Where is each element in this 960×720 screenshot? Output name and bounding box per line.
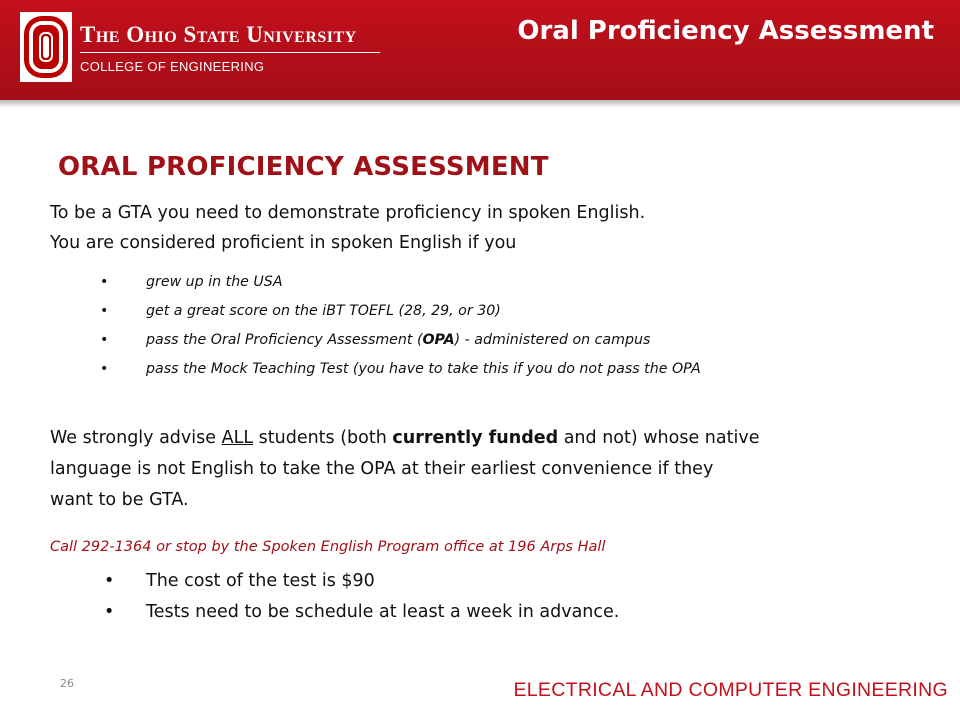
bullet-icon: •	[104, 571, 115, 591]
opa-acronym: OPA	[422, 332, 455, 348]
bullet-icon: •	[104, 602, 115, 622]
bullet-icon: •	[100, 274, 109, 290]
all-emphasis: ALL	[221, 428, 254, 448]
bullet-icon: •	[100, 361, 109, 377]
intro-line-1: To be a GTA you need to demonstrate proficiency in spoken English.	[50, 203, 646, 223]
list-item: • get a great score on the iBT TOEFL (28, 29, or 30)	[100, 297, 930, 326]
requirements-list	[100, 268, 930, 384]
university-name: The Ohio State University	[80, 22, 357, 47]
list-item: • pass the Oral Proficiency Assessment (OPA) - administered on campus	[100, 326, 930, 355]
header-bar	[0, 0, 960, 100]
advisory-line-3: want to be GTA.	[50, 490, 189, 510]
list-item: • grew up in the USA	[100, 268, 930, 297]
header-shadow	[0, 100, 960, 108]
list-item: • The cost of the test is $90	[104, 566, 619, 597]
main-heading: ORAL PROFICIENCY ASSESSMENT	[58, 152, 549, 182]
department-footer: ELECTRICAL AND COMPUTER ENGINEERING	[513, 679, 948, 701]
slide-header-title: Oral Proficiency Assessment	[517, 16, 934, 46]
intro-text	[50, 198, 930, 258]
advisory-paragraph	[50, 423, 930, 516]
bullet-icon: •	[100, 332, 109, 348]
intro-line-2: You are considered proficient in spoken English if you	[50, 233, 517, 253]
contact-info: Call 292-1364 or stop by the Spoken English Program office at 196 Arps Hall	[50, 539, 606, 555]
logo-divider	[80, 52, 380, 53]
bullet-icon: •	[100, 303, 109, 319]
currently-funded-emphasis: currently funded	[392, 428, 559, 448]
list-item: • pass the Mock Teaching Test (you have to take this if you do not pass the OPA	[100, 355, 930, 384]
test-details-list	[104, 566, 619, 628]
advisory-line-1: We strongly advise ALL students (both currently funded and not) whose native	[50, 428, 760, 448]
college-name: COLLEGE OF ENGINEERING	[80, 59, 265, 74]
list-item: • Tests need to be schedule at least a week in advance.	[104, 597, 619, 628]
page-number: 26	[60, 677, 74, 690]
block-o-logo-icon	[20, 12, 72, 82]
advisory-line-2: language is not English to take the OPA at their earliest convenience if they	[50, 459, 714, 479]
